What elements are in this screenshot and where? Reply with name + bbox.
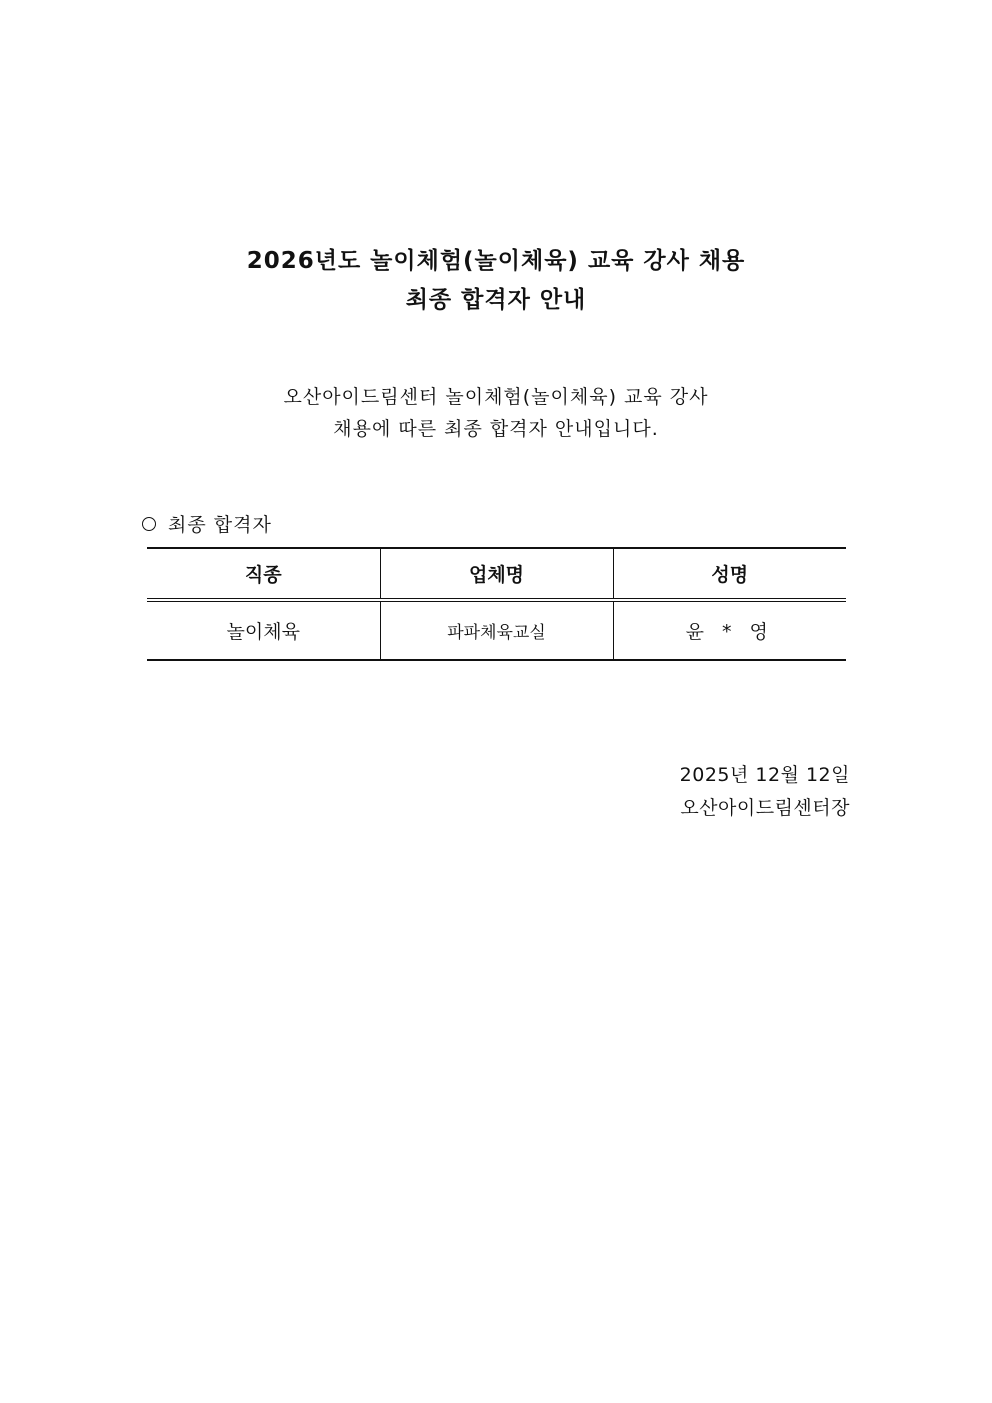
column-header-name: 성명 bbox=[613, 548, 846, 600]
table-header-row bbox=[147, 548, 846, 600]
intro-text-line-2: 채용에 따른 최종 합격자 안내입니다. bbox=[333, 418, 659, 440]
cell-name: 윤 * 영 bbox=[613, 600, 846, 660]
document-title-line-2: 최종 합격자 안내 bbox=[405, 287, 587, 313]
column-header-job-type: 직종 bbox=[147, 548, 380, 600]
final-results-table bbox=[147, 547, 846, 661]
cell-job-type: 놀이체육 bbox=[147, 600, 380, 660]
table-row bbox=[147, 600, 846, 660]
section-heading-label: 최종 합격자 bbox=[168, 514, 272, 536]
section-heading bbox=[142, 510, 272, 537]
document-title-line-1: 2026년도 놀이체험(놀이체육) 교육 강사 채용 bbox=[246, 248, 746, 274]
circle-icon bbox=[142, 517, 156, 531]
cell-company: 파파체육교실 bbox=[380, 600, 613, 660]
issuer-signature: 오산아이드림센터장 bbox=[680, 797, 850, 819]
column-header-company: 업체명 bbox=[380, 548, 613, 600]
issue-date: 2025년 12월 12일 bbox=[679, 764, 850, 786]
intro-text-line-1: 오산아이드림센터 놀이체험(놀이체육) 교육 강사 bbox=[283, 386, 709, 408]
